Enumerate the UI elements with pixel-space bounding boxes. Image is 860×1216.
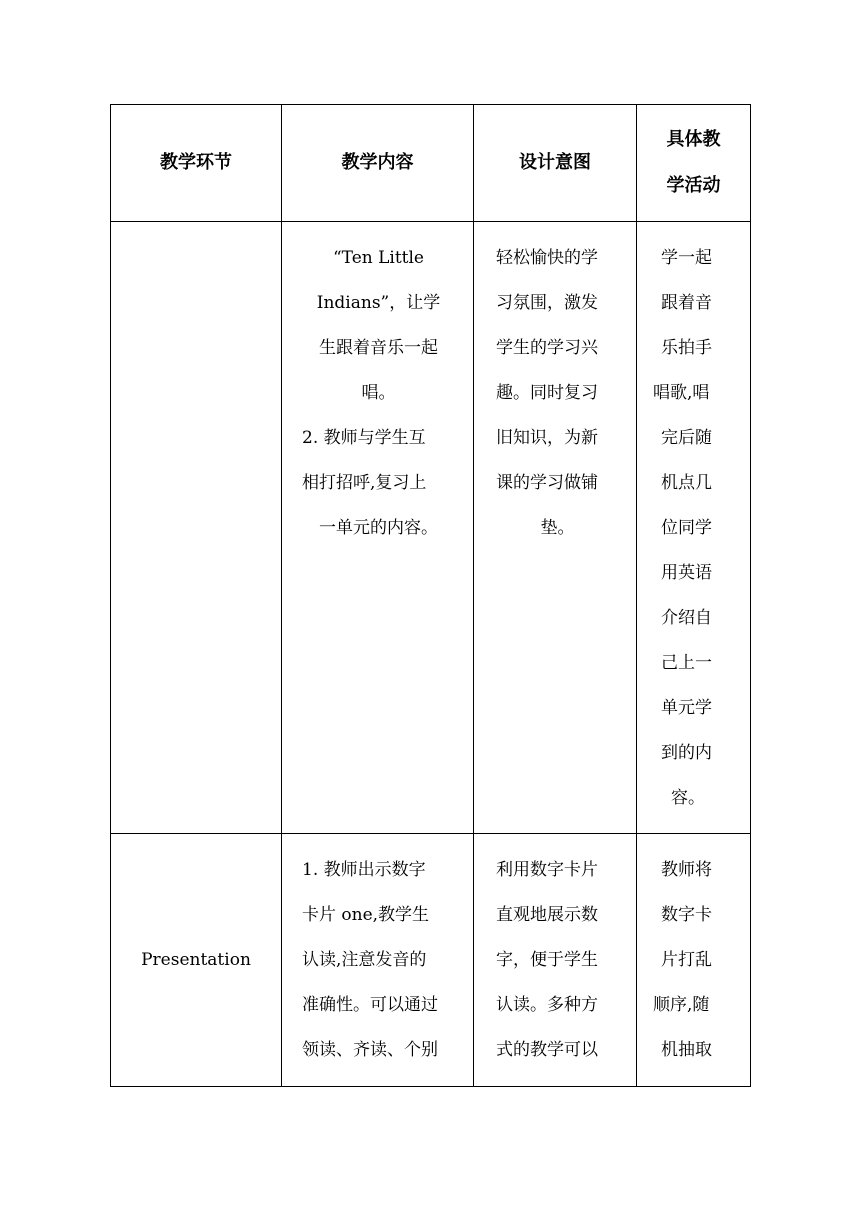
text-line: 位同学: [661, 518, 712, 538]
text-line: 生跟着音乐一起: [319, 338, 438, 358]
text-line: 认读,注意发音的: [302, 950, 427, 970]
text-line: 数字卡: [661, 905, 712, 925]
header-4-line-2: 学活动: [666, 175, 721, 196]
text-line: 顺序,随: [653, 995, 710, 1015]
text-line: 趣。同时复习: [496, 383, 598, 403]
text-line: 己上一: [661, 653, 712, 673]
text-line: 跟着音: [661, 293, 712, 313]
text-line: 轻松愉快的学: [496, 248, 598, 268]
text-line: Indians”，让学: [316, 293, 441, 313]
table-header-row: [111, 105, 751, 222]
text-line: 字，便于学生: [496, 950, 598, 970]
content-cell: [282, 222, 474, 834]
activity-cell: [637, 222, 751, 834]
text-line: 旧知识，为新: [496, 428, 598, 448]
text-line: 乐拍手: [661, 338, 712, 358]
text-line: 2. 教师与学生互: [302, 428, 426, 448]
text-line: 认读。多种方: [496, 995, 598, 1015]
text-line: 片打乱: [661, 950, 712, 970]
text-line: 介绍自: [661, 608, 712, 628]
text-line: 垫。: [540, 518, 575, 538]
text-line: 唱。: [361, 383, 396, 403]
text-line: 单元学: [661, 698, 712, 718]
text-line: 机抽取: [661, 1040, 712, 1060]
text-line: “Ten Little: [332, 248, 424, 268]
stage-cell: Presentation: [111, 834, 282, 1087]
text-line: 习氛围，激发: [496, 293, 598, 313]
stage-cell: [111, 222, 282, 834]
table-row: [111, 222, 751, 834]
text-line: 卡片 one,教学生: [302, 905, 430, 925]
text-line: 完后随: [661, 428, 712, 448]
header-teaching-stage: 教学环节: [111, 105, 282, 222]
text-line: 唱歌,唱: [653, 383, 710, 403]
text-line: 一单元的内容。: [319, 518, 438, 538]
intent-cell: [474, 222, 637, 834]
text-line: 课的学习做铺: [496, 473, 598, 493]
text-line: 机点几: [661, 473, 712, 493]
intent-cell: [474, 834, 637, 1087]
activity-cell: [637, 834, 751, 1087]
text-line: 教师将: [661, 860, 712, 880]
text-line: 用英语: [661, 563, 712, 583]
header-teaching-content: 教学内容: [282, 105, 474, 222]
text-line: 学生的学习兴: [496, 338, 598, 358]
text-line: 学一起: [661, 248, 712, 268]
text-line: 利用数字卡片: [496, 860, 598, 880]
text-line: 1. 教师出示数字: [302, 860, 426, 880]
header-design-intent: 设计意图: [474, 105, 637, 222]
text-line: 到的内: [661, 743, 712, 763]
table-row: [111, 834, 751, 1087]
text-line: 直观地展示数: [496, 905, 598, 925]
text-line: 领读、齐读、个别: [302, 1040, 438, 1060]
text-line: 准确性。可以通过: [302, 995, 438, 1015]
lesson-plan-table: [110, 104, 751, 1087]
header-4-line-1: 具体教: [666, 129, 721, 150]
text-line: 相打招呼,复习上: [302, 473, 427, 493]
header-specific-activities: [637, 105, 751, 222]
text-line: 容。: [671, 788, 705, 808]
content-cell: [282, 834, 474, 1087]
text-line: 式的教学可以: [496, 1040, 598, 1060]
